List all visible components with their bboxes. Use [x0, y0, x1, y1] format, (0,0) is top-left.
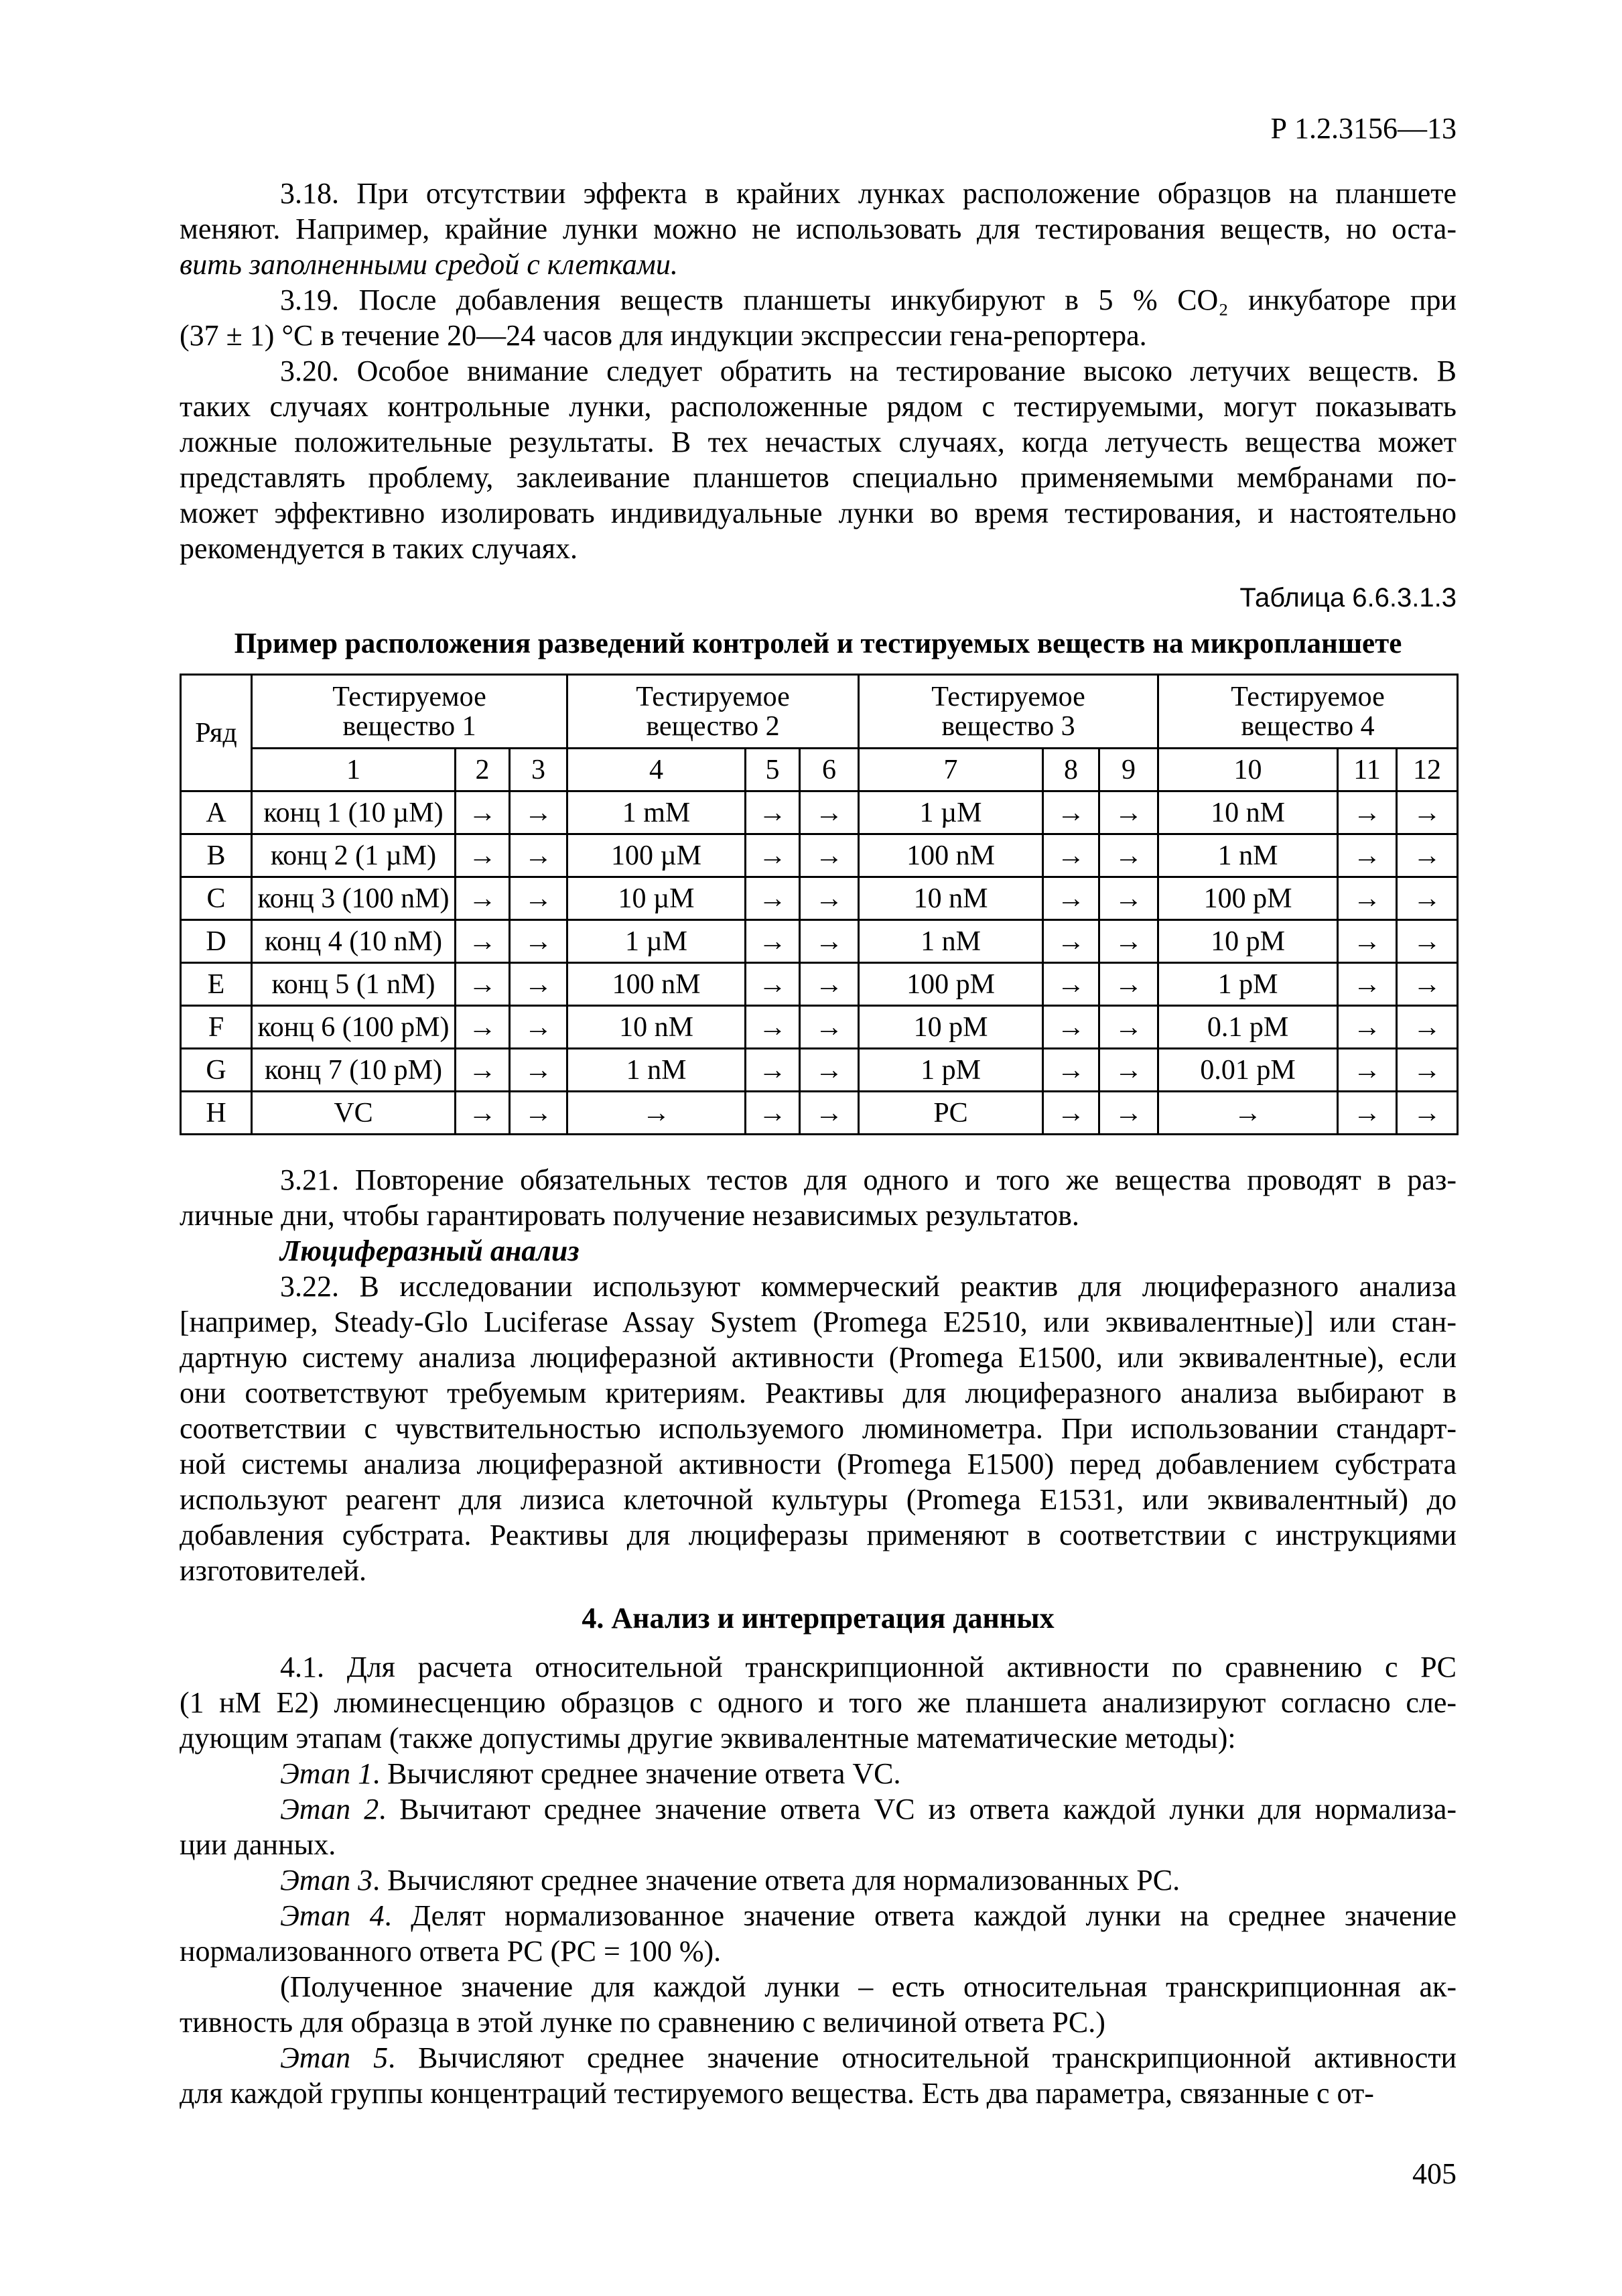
row-label-cell: B — [181, 834, 252, 877]
text-line — [180, 1862, 1457, 1898]
table-cell: → — [1043, 963, 1099, 1006]
table-cell: конц 2 (1 µM) — [252, 834, 456, 877]
table-cell: → — [510, 834, 567, 877]
table-cell: → — [800, 1006, 859, 1049]
table-title: Пример расположения разведений контролей и тестируемых веществ на микропланшете — [234, 628, 1402, 659]
table-cell: → — [746, 877, 800, 920]
table-cell: конц 4 (10 nM) — [252, 920, 456, 963]
paragraph — [180, 282, 1457, 353]
table-cell: → — [746, 963, 800, 1006]
table-cell: → — [456, 834, 510, 877]
group-header-cell: Тестируемое вещество 3 — [859, 675, 1158, 749]
column-number-cell: 5 — [746, 749, 800, 791]
table-cell: 100 µM — [567, 834, 746, 877]
text-line: нормализованного ответа PC (PC = 100 %). — [180, 1935, 722, 1968]
row-label-cell: C — [181, 877, 252, 920]
text-line: тивность для образца в этой лунке по сравнению с величиной ответа PC.) — [180, 2006, 1105, 2039]
text-line: 3.21. Повторение обязательных тестов для одного и того же вещества проводят в раз- — [280, 1163, 1457, 1196]
table-cell: PC — [859, 1092, 1043, 1135]
text-line: изготовителей. — [180, 1554, 367, 1587]
table-cell: → — [1099, 1092, 1158, 1135]
table-cell: → — [456, 791, 510, 834]
table-cell: → — [1043, 1092, 1099, 1135]
table-cell: → — [800, 1049, 859, 1092]
table-cell: 1 µM — [567, 920, 746, 963]
text-line: они соответствуют требуемым критериям. Реактивы для люциферазного анализа выбирают в — [180, 1377, 1457, 1409]
table-cell: 1 mM — [567, 791, 746, 834]
table-cell: → — [1338, 1049, 1397, 1092]
table-cell: 0.1 pM — [1158, 1006, 1338, 1049]
table-cell: → — [510, 877, 567, 920]
table-cell: → — [1338, 791, 1397, 834]
table-cell: → — [1397, 791, 1458, 834]
group-header-cell: Тестируемое вещество 2 — [567, 675, 859, 749]
table-cell: 1 nM — [1158, 834, 1338, 877]
table-row — [181, 963, 1458, 1006]
table-cell: 10 pM — [1158, 920, 1338, 963]
table-cell: → — [746, 920, 800, 963]
table-cell: 100 pM — [859, 963, 1043, 1006]
table-cell: 1 nM — [859, 920, 1043, 963]
bottom-text-block — [180, 1162, 1457, 2111]
table-cell: 100 nM — [567, 963, 746, 1006]
paragraph — [180, 1756, 1457, 1791]
text-line: 3.22. В исследовании используют коммерческий реактив для люциферазного анализа — [280, 1270, 1457, 1303]
italic-text: вить заполненными средой с клетками. — [180, 248, 678, 281]
table-cell: → — [456, 1006, 510, 1049]
text-line — [180, 2040, 1457, 2076]
table-cell: конц 5 (1 nM) — [252, 963, 456, 1006]
table-cell: → — [1397, 1049, 1458, 1092]
paragraph — [180, 2040, 1457, 2111]
table-cell: → — [1043, 877, 1099, 920]
document-code: Р 1.2.3156—13 — [1270, 112, 1457, 145]
text-line: 3.18. При отсутствии эффекта в крайних лунках расположение образцов на планшете — [280, 177, 1457, 210]
text-line — [180, 1756, 1457, 1791]
paragraph — [180, 353, 1457, 566]
table-cell: → — [746, 1006, 800, 1049]
table-cell: → — [456, 963, 510, 1006]
row-label-cell: F — [181, 1006, 252, 1049]
section-heading: 4. Анализ и интерпретация данных — [582, 1602, 1055, 1635]
table-cell: → — [1397, 963, 1458, 1006]
table-cell: → — [510, 1092, 567, 1135]
text-line: (1 нМ E2) люминесценцию образцов с одного и того же планшета анализируют согласно сле- — [180, 1686, 1457, 1719]
text-line: 3.20. Особое внимание следует обратить на тестирование высоко летучих веществ. В — [280, 355, 1457, 387]
table-cell: 10 µM — [567, 877, 746, 920]
paragraph — [180, 1791, 1457, 1862]
column-number-cell: 9 — [1099, 749, 1158, 791]
text-line: (37 ± 1) °C в течение 20—24 часов для индукции экспрессии гена-репортера. — [180, 319, 1147, 352]
text-line: дующим этапам (также допустимы другие эквивалентные математические методы): — [180, 1722, 1236, 1755]
column-number-row — [181, 749, 1458, 791]
table-cell: → — [456, 877, 510, 920]
table-cell: 1 nM — [567, 1049, 746, 1092]
column-number-cell: 1 — [252, 749, 456, 791]
row-label-cell: E — [181, 963, 252, 1006]
table-cell: 1 pM — [859, 1049, 1043, 1092]
table-cell: → — [800, 791, 859, 834]
table-cell: → — [746, 1092, 800, 1135]
table-cell: → — [1099, 1006, 1158, 1049]
table-cell: → — [1338, 834, 1397, 877]
table-cell: → — [510, 791, 567, 834]
table-caption: Таблица 6.6.3.1.3 — [1239, 583, 1457, 613]
table-cell: → — [1043, 1049, 1099, 1092]
column-number-cell: 4 — [567, 749, 746, 791]
italic-text: Этап 4 — [280, 1899, 385, 1932]
table-cell: → — [1338, 877, 1397, 920]
table-cell: → — [1099, 963, 1158, 1006]
text-line: [например, Steady-Glo Luciferase Assay System (Promega E2510, или эквивалентные)] или стан- — [180, 1305, 1457, 1338]
text-line: ложные положительные результаты. В тех нечастых случаях, когда летучесть вещества может — [180, 426, 1457, 458]
table-cell: 0.01 pM — [1158, 1049, 1338, 1092]
table-cell: 10 pM — [859, 1006, 1043, 1049]
table-cell: → — [800, 877, 859, 920]
text-line — [180, 1898, 1457, 1933]
table-cell: → — [1338, 963, 1397, 1006]
table-cell: → — [1043, 920, 1099, 963]
table-row — [181, 1006, 1458, 1049]
text-line: 4.1. Для расчета относительной транскрипционной активности по сравнению с PC — [280, 1651, 1457, 1683]
table-cell: конц 6 (100 pM) — [252, 1006, 456, 1049]
text-line: представлять проблему, заклеивание планшетов специально применяемыми мембранами по- — [180, 461, 1457, 494]
text-line: используют реагент для лизиса клеточной культуры (Promega E1531, или эквивалентный) до — [180, 1483, 1457, 1516]
table-cell: → — [1397, 920, 1458, 963]
table-cell: конц 1 (10 µM) — [252, 791, 456, 834]
text-span: . Вычисляют среднее значение ответа для нормализованных PC. — [373, 1864, 1180, 1897]
table-cell: 100 pM — [1158, 877, 1338, 920]
table-header-row — [181, 675, 1458, 749]
text-line: для каждой группы концентраций тестируемого вещества. Есть два параметра, связанные с от- — [180, 2077, 1374, 2110]
column-number-cell: 8 — [1043, 749, 1099, 791]
table-cell: → — [1099, 834, 1158, 877]
table-cell: 1 pM — [1158, 963, 1338, 1006]
table-cell: → — [800, 963, 859, 1006]
table-cell: → — [510, 920, 567, 963]
table-cell: → — [800, 834, 859, 877]
text-line: ции данных. — [180, 1828, 336, 1861]
row-header-cell: Ряд — [181, 675, 252, 791]
italic-text: Этап 1 — [280, 1757, 373, 1790]
table-row — [181, 1092, 1458, 1135]
table-cell: → — [456, 920, 510, 963]
table-cell: → — [800, 920, 859, 963]
column-number-cell: 12 — [1397, 749, 1458, 791]
table-cell: 10 nM — [1158, 791, 1338, 834]
paragraph — [180, 1162, 1457, 1233]
row-label-cell: A — [181, 791, 252, 834]
table-cell: VC — [252, 1092, 456, 1135]
table-cell: → — [1397, 1092, 1458, 1135]
table-cell: → — [1338, 1092, 1397, 1135]
text-line: может эффективно изолировать индивидуальные лунки во время тестирования, и настоятельно — [180, 497, 1457, 529]
table-cell: → — [1099, 920, 1158, 963]
table-row — [181, 791, 1458, 834]
page-number: 405 — [1412, 2157, 1457, 2190]
text-line: добавления субстрата. Реактивы для люциферазы применяют в соответствии с инструкциями — [180, 1519, 1457, 1551]
paragraph — [180, 1862, 1457, 1898]
paragraph — [180, 176, 1457, 282]
text-line: соответствии с чувствительностью используемого люминометра. При использовании стандарт- — [180, 1412, 1457, 1445]
table-cell: 1 µM — [859, 791, 1043, 834]
table-cell: → — [1099, 1049, 1158, 1092]
table-cell: → — [510, 1006, 567, 1049]
table-cell: → — [1043, 1006, 1099, 1049]
group-header-cell: Тестируемое вещество 4 — [1158, 675, 1458, 749]
table-cell: → — [1397, 877, 1458, 920]
text-line: меняют. Например, крайние лунки можно не использовать для тестирования веществ, но оста- — [180, 212, 1457, 245]
table-cell: → — [456, 1049, 510, 1092]
table-cell: → — [746, 791, 800, 834]
row-label-cell: H — [181, 1092, 252, 1135]
column-number-cell: 3 — [510, 749, 567, 791]
text-line — [180, 247, 1457, 282]
table-cell: 100 nM — [859, 834, 1043, 877]
text-line: 3.19. После добавления веществ планшеты инкубируют в 5 % CO₂ инкубаторе при — [280, 283, 1457, 316]
table-cell: → — [746, 834, 800, 877]
text-line: (Полученное значение для каждой лунки – есть относительная транскрипционная ак- — [280, 1970, 1457, 2003]
subsection-heading: Люциферазный анализ — [280, 1234, 580, 1267]
text-line: таких случаях контрольные лунки, расположенные рядом с тестируемыми, могут показывать — [180, 390, 1457, 423]
column-number-cell: 7 — [859, 749, 1043, 791]
table-cell: → — [1043, 834, 1099, 877]
table-cell: конц 7 (10 pM) — [252, 1049, 456, 1092]
table-cell: 10 nM — [567, 1006, 746, 1049]
text-line: рекомендуется в таких случаях. — [180, 532, 578, 565]
table-cell: → — [510, 1049, 567, 1092]
italic-text: Этап 5 — [280, 2041, 389, 2074]
text-line: дартную систему анализа люциферазной активности (Promega E1500, или эквивалентные), если — [180, 1341, 1457, 1374]
paragraph — [180, 1649, 1457, 1756]
plate-layout-table — [180, 674, 1459, 1135]
table-cell: → — [800, 1092, 859, 1135]
table-cell: → — [1397, 834, 1458, 877]
text-span: . Вычитают среднее значение ответа VC из ответа каждой лунки для нормализа- — [379, 1793, 1457, 1826]
table-cell: → — [1043, 791, 1099, 834]
column-number-cell: 10 — [1158, 749, 1338, 791]
text-span: . Делят нормализованное значение ответа каждой лунки на среднее значение — [384, 1899, 1457, 1932]
text-line: личные дни, чтобы гарантировать получение независимых результатов. — [180, 1199, 1079, 1232]
table-cell: → — [567, 1092, 746, 1135]
top-text-block — [180, 176, 1457, 566]
italic-text: Этап 3 — [280, 1864, 373, 1897]
group-header-cell: Тестируемое вещество 1 — [252, 675, 567, 749]
italic-text: Этап 2 — [280, 1793, 379, 1826]
text-span: . Вычисляют среднее значение ответа VC. — [373, 1757, 901, 1790]
table-cell: → — [1397, 1006, 1458, 1049]
table-cell: 10 nM — [859, 877, 1043, 920]
column-number-cell: 6 — [800, 749, 859, 791]
table-cell: → — [1099, 791, 1158, 834]
table-cell: → — [1338, 1006, 1397, 1049]
text-span: . Вычисляют среднее значение относительной транскрипционной активности — [388, 2041, 1457, 2074]
table-row — [181, 877, 1458, 920]
table-cell: → — [746, 1049, 800, 1092]
table-cell: → — [1338, 920, 1397, 963]
table-cell: → — [1158, 1092, 1338, 1135]
table-cell: конц 3 (100 nM) — [252, 877, 456, 920]
table-cell: → — [1099, 877, 1158, 920]
paragraph — [180, 1898, 1457, 1969]
paragraph — [180, 1269, 1457, 1588]
table-cell: → — [510, 963, 567, 1006]
text-line: ной системы анализа люциферазной активности (Promega E1500) перед добавлением субстрата — [180, 1448, 1457, 1480]
column-number-cell: 2 — [456, 749, 510, 791]
row-label-cell: D — [181, 920, 252, 963]
row-label-cell: G — [181, 1049, 252, 1092]
text-line — [180, 1791, 1457, 1827]
paragraph — [180, 1969, 1457, 2040]
column-number-cell: 11 — [1338, 749, 1397, 791]
table-row — [181, 1049, 1458, 1092]
table-row — [181, 834, 1458, 877]
table-cell: → — [456, 1092, 510, 1135]
table-row — [181, 920, 1458, 963]
